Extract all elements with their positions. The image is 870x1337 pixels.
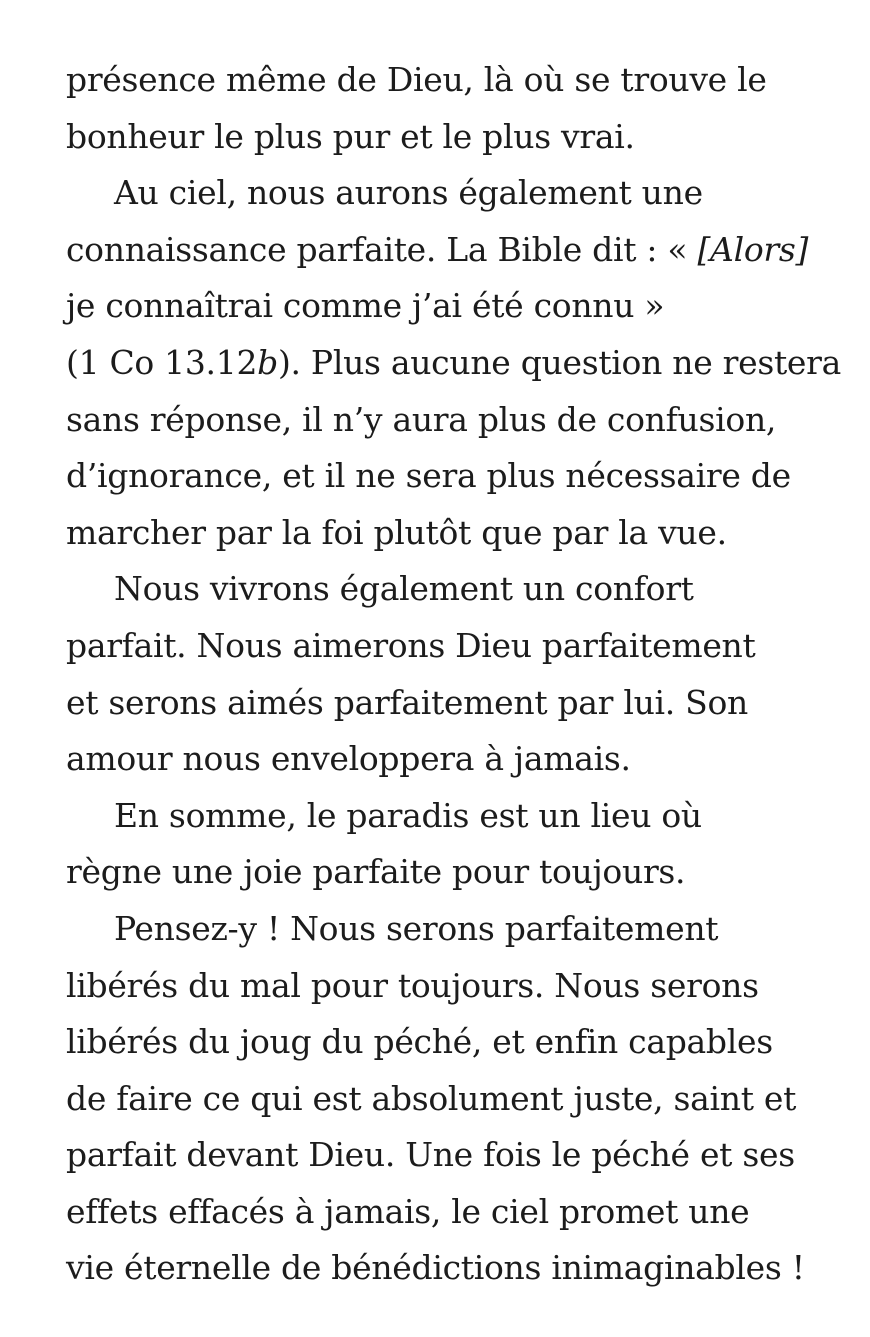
text-line: effets effacés à jamais, le ciel promet une: [66, 1191, 750, 1231]
text-line: bonheur le plus pur et le plus vrai.: [66, 116, 635, 156]
paragraph: [66, 561, 826, 787]
paragraph: [66, 165, 842, 561]
text-line: sans réponse, il n’y aura plus de confusion,: [66, 399, 777, 439]
text-line: marcher par la foi plutôt que par la vue.: [66, 512, 727, 552]
text-line: vie éternelle de bénédictions inimaginables !: [66, 1248, 805, 1288]
text-line: connaissance parfaite. La Bible dit : « [Alors]: [66, 229, 809, 269]
paragraph: [66, 788, 826, 901]
text-line: présence même de Dieu, là où se trouve le: [66, 60, 767, 99]
text-line: parfait devant Dieu. Une fois le péché et ses: [66, 1135, 795, 1175]
text-line: Au ciel, nous aurons également une: [114, 173, 703, 213]
text-line: En somme, le paradis est un lieu où: [114, 795, 702, 835]
text-line: règne une joie parfaite pour toujours.: [66, 852, 686, 892]
paragraph: [66, 52, 826, 165]
text-line: Nous vivrons également un confort: [114, 569, 694, 609]
text-line: (1 Co 13.12b). Plus aucune question ne restera: [66, 342, 842, 382]
book-page-text: [66, 52, 842, 1297]
text-line: libérés du joug du péché, et enfin capables: [66, 1022, 773, 1062]
text-line: parfait. Nous aimerons Dieu parfaitement: [66, 625, 756, 665]
text-line: amour nous enveloppera à jamais.: [66, 739, 631, 779]
paragraph: [66, 901, 826, 1297]
text-line: et serons aimés parfaitement par lui. Son: [66, 682, 749, 722]
text-line: d’ignorance, et il ne sera plus nécessaire de: [66, 456, 791, 496]
text-line: Pensez-y ! Nous serons parfaitement: [114, 908, 719, 948]
text-line: de faire ce qui est absolument juste, saint et: [66, 1078, 797, 1118]
text-line: je connaîtrai comme j’ai été connu »: [66, 286, 665, 326]
text-line: libérés du mal pour toujours. Nous serons: [66, 965, 759, 1005]
